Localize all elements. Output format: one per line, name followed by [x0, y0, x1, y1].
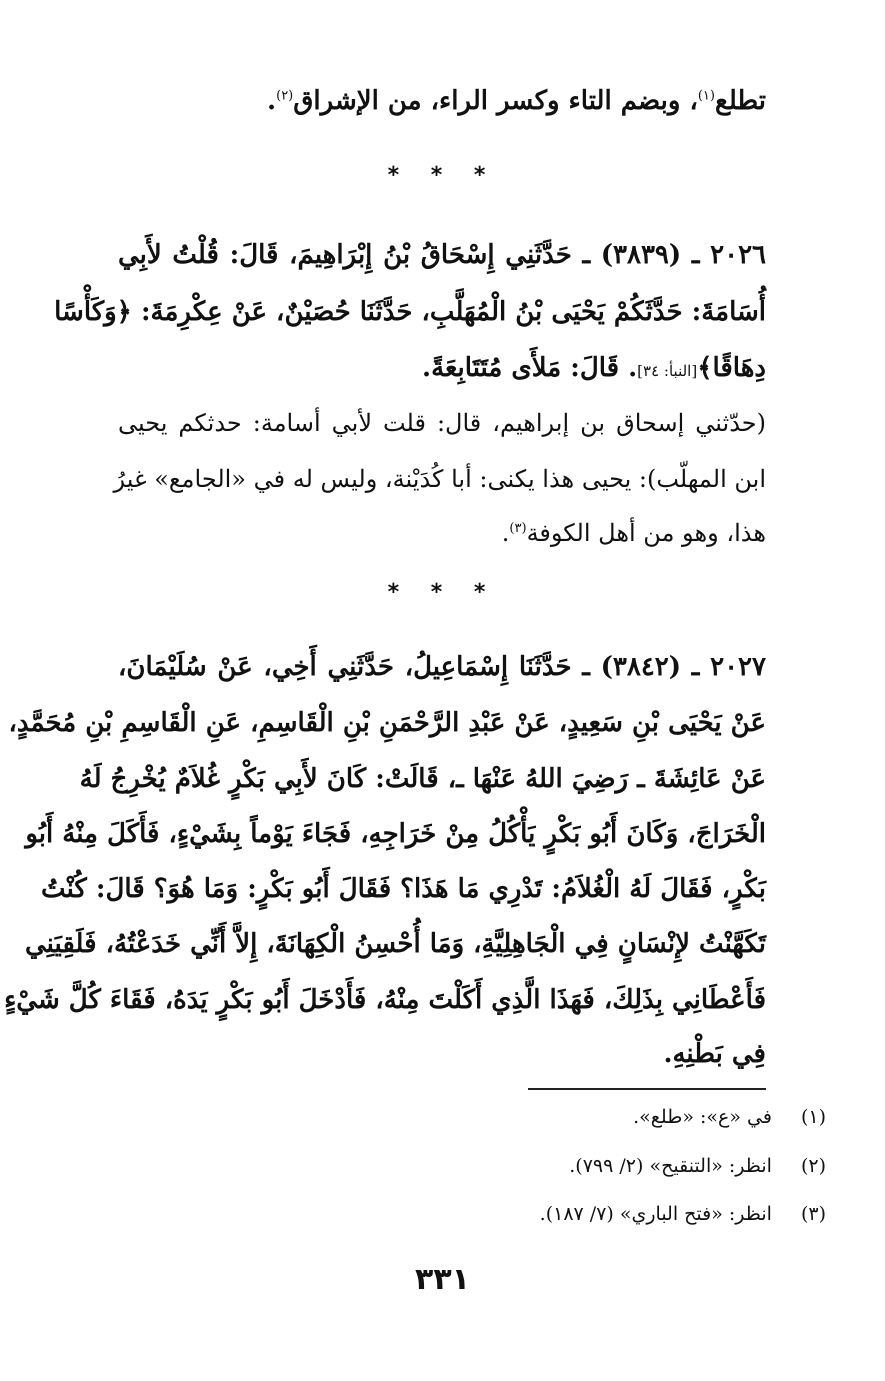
footnote-number: (٢)	[800, 1155, 826, 1177]
top-text-b: ، وبضم التاء وكسر الراء، من الإشراق	[293, 86, 698, 116]
hadith-2026-line-1: ٢٠٢٦ ـ (٣٨٣٩) ـ حَدَّثَنِي إِسْحَاقُ بْنُ إِبْرَاهِيمَ، قَالَ: قُلْتُ لأَبِي	[118, 240, 766, 270]
top-text-c: .	[267, 86, 277, 116]
footnote-3	[300, 1203, 826, 1225]
hadith-2027-line-2: عَنْ يَحْيَى بْنِ سَعِيدٍ، عَنْ عَبْدِ الرَّحْمَنِ بْنِ الْقَاسِمِ، عَنِ الْقَاسِمِ بْنِ مُحَمَّدٍ،	[8, 708, 766, 738]
footnote-text: انظر: «التنقيح» (٢/ ٧٩٩).	[569, 1155, 772, 1177]
page-number: ٣٣١	[415, 1262, 470, 1297]
hadith-2027-line-5: بَكْرٍ، فَقَالَ لَهُ الْغُلاَمُ: تَدْرِي مَا هَذَا؟ فَقَالَ أَبُو بَكْرٍ: وَمَا هُوَ؟ قَالَ: كُنْتُ	[41, 874, 766, 904]
footnote-number: (١)	[800, 1106, 826, 1128]
hadith-2027-line-4: الْخَرَاجَ، وَكَانَ أَبُو بَكْرٍ يَأْكُلُ مِنْ خَرَاجِهِ، فَجَاءَ يَوْماً بِشَيْءٍ، فَأَكَلَ مِنْهُ أَبُو	[25, 819, 766, 849]
commentary-2026-text: هذا، وهو من أهل الكوفة	[526, 519, 766, 547]
footnote-marker-1: (١)	[697, 88, 715, 104]
footnote-divider	[528, 1088, 766, 1090]
commentary-2026-line-1: (حدّثني إسحاق بن إبراهيم، قال: قلت لأبي أسامة: حدثكم يحيى	[118, 409, 766, 437]
hadith-2026-line-3-rest: . قَالَ: مَلأَى مُتَتَابِعَةً.	[422, 353, 638, 383]
footnote-marker-2: (٢)	[276, 88, 294, 104]
footnote-marker-3: (٣)	[509, 521, 527, 536]
footnote-number: (٣)	[800, 1203, 826, 1225]
commentary-2026-line-2: ابن المهلّب): يحيى هذا يكنى: أبا كُدَيْنة، وليس له في «الجامع» غيرُ	[113, 465, 766, 493]
footnote-text: انظر: «فتح الباري» (٧/ ١٨٧).	[539, 1203, 772, 1225]
quran-reference: [النبأ: ٣٤]	[637, 362, 698, 380]
hadith-2027-line-1: ٢٠٢٧ ـ (٣٨٤٢) ـ حَدَّثَنَا إِسْمَاعِيلُ، حَدَّثَنِي أَخِي، عَنْ سُلَيْمَانَ،	[118, 652, 766, 682]
hadith-2027-line-8: فِي بَطْنِهِ.	[663, 1039, 766, 1069]
commentary-2026-line-3	[118, 519, 766, 547]
section-separator: * * *	[387, 580, 498, 605]
hadith-2026-line-2: أُسَامَةَ: حَدَّثَكُمْ يَحْيَى بْنُ الْمُهَلَّبِ، حَدَّثَنَا حُصَيْنٌ، عَنْ عِكْرِمَةَ: ﴿وَكَأْسًا	[54, 297, 766, 327]
top-continuation-line	[118, 86, 766, 116]
commentary-2026-end: .	[501, 519, 510, 547]
hadith-2027-line-7: فَأَعْطَانِي بِذَلِكَ، فَهَذَا الَّذِي أَكَلْتَ مِنْهُ، فَأَدْخَلَ أَبُو بَكْرٍ يَدَهُ، فَقَاءَ كُلَّ شَيْءٍ	[4, 985, 766, 1015]
section-separator: * * *	[387, 163, 498, 188]
footnote-1	[300, 1106, 826, 1128]
hadith-2027-line-6: تَكَهَّنْتُ لإِنْسَانٍ فِي الْجَاهِلِيَّةِ، وَمَا أُحْسِنُ الْكِهَانَةَ، إِلاَّ أَنِّي خَدَعْتُهُ، فَلَقِيَنِي	[25, 929, 766, 959]
hadith-2026-quran-text: دِهَاقًا﴾	[697, 353, 766, 383]
hadith-2027-line-3: عَنْ عَائِشَةَ ـ رَضِيَ اللهُ عَنْهَا ـ، قَالَتْ: كَانَ لأَبِي بَكْرٍ غُلاَمٌ يُخْرِجُ لَهُ	[79, 764, 766, 794]
footnote-text: في «ع»: «طلع».	[633, 1106, 772, 1128]
footnote-2	[300, 1155, 826, 1177]
hadith-2026-line-3	[118, 353, 766, 383]
top-text-a: تطلع	[714, 86, 766, 116]
